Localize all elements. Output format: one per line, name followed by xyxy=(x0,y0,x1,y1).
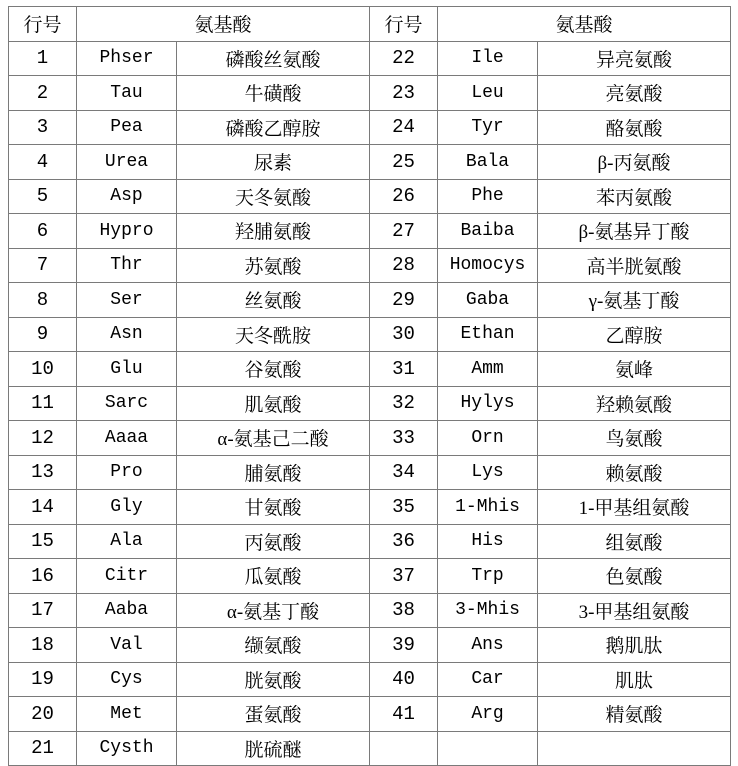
cell-name: 赖氨酸 xyxy=(538,455,731,490)
cell-name: 蛋氨酸 xyxy=(177,697,370,732)
cell-name: β-氨基异丁酸 xyxy=(538,214,731,249)
header-row-no-right: 行号 xyxy=(370,7,438,42)
cell-name: 3-甲基组氨酸 xyxy=(538,593,731,628)
cell-name: 脯氨酸 xyxy=(177,455,370,490)
table-row xyxy=(9,628,731,663)
table-row xyxy=(9,110,731,145)
cell-row-no: 28 xyxy=(370,248,438,283)
cell-name: 高半胱氨酸 xyxy=(538,248,731,283)
cell-name: 肌肽 xyxy=(538,662,731,697)
cell-row-no: 34 xyxy=(370,455,438,490)
table-row xyxy=(9,214,731,249)
cell-row-no: 29 xyxy=(370,283,438,318)
cell-row-no: 6 xyxy=(9,214,77,249)
cell-abbr: His xyxy=(438,524,538,559)
cell-name: 乙醇胺 xyxy=(538,317,731,352)
cell-abbr: Arg xyxy=(438,697,538,732)
cell-name: 丙氨酸 xyxy=(177,524,370,559)
cell-name: 甘氨酸 xyxy=(177,490,370,525)
cell-row-no: 26 xyxy=(370,179,438,214)
cell-name: α-氨基丁酸 xyxy=(177,593,370,628)
cell-name: 天冬氨酸 xyxy=(177,179,370,214)
cell-name: 丝氨酸 xyxy=(177,283,370,318)
cell-name: β-丙氨酸 xyxy=(538,145,731,180)
cell-name: 羟赖氨酸 xyxy=(538,386,731,421)
cell-abbr: 1-Mhis xyxy=(438,490,538,525)
cell-abbr: Hylys xyxy=(438,386,538,421)
cell-name: 组氨酸 xyxy=(538,524,731,559)
cell-name: 氨峰 xyxy=(538,352,731,387)
amino-acid-table xyxy=(8,6,731,766)
cell-abbr: Asn xyxy=(77,317,177,352)
cell-row-no: 31 xyxy=(370,352,438,387)
cell-row-no: 4 xyxy=(9,145,77,180)
cell-name: 酪氨酸 xyxy=(538,110,731,145)
cell-abbr: Ser xyxy=(77,283,177,318)
cell-row-no: 27 xyxy=(370,214,438,249)
cell-abbr: Cysth xyxy=(77,731,177,766)
cell-row-no: 10 xyxy=(9,352,77,387)
cell-row-no: 24 xyxy=(370,110,438,145)
cell-abbr: Thr xyxy=(77,248,177,283)
cell-name: 精氨酸 xyxy=(538,697,731,732)
cell-name: 缬氨酸 xyxy=(177,628,370,663)
cell-row-no: 33 xyxy=(370,421,438,456)
table-row xyxy=(9,179,731,214)
table-row xyxy=(9,283,731,318)
cell-row-no: 38 xyxy=(370,593,438,628)
table-row xyxy=(9,41,731,76)
cell-row-no: 25 xyxy=(370,145,438,180)
cell-abbr: Pea xyxy=(77,110,177,145)
table-row xyxy=(9,593,731,628)
cell-name: 牛磺酸 xyxy=(177,76,370,111)
cell-abbr: Bala xyxy=(438,145,538,180)
cell-abbr: Met xyxy=(77,697,177,732)
cell-abbr: Glu xyxy=(77,352,177,387)
cell-name: 羟脯氨酸 xyxy=(177,214,370,249)
cell-row-no: 11 xyxy=(9,386,77,421)
header-row xyxy=(9,7,731,42)
table-row xyxy=(9,490,731,525)
cell-abbr: Amm xyxy=(438,352,538,387)
table-row xyxy=(9,731,731,766)
cell-name: 肌氨酸 xyxy=(177,386,370,421)
cell-name: 胱氨酸 xyxy=(177,662,370,697)
cell-row-no: 21 xyxy=(9,731,77,766)
cell-abbr: Hypro xyxy=(77,214,177,249)
cell-abbr: Leu xyxy=(438,76,538,111)
table-body xyxy=(9,41,731,766)
cell-name: α-氨基己二酸 xyxy=(177,421,370,456)
cell-row-no: 12 xyxy=(9,421,77,456)
cell-name: 瓜氨酸 xyxy=(177,559,370,594)
cell-name: 谷氨酸 xyxy=(177,352,370,387)
cell-abbr: Tau xyxy=(77,76,177,111)
table-row xyxy=(9,662,731,697)
header-row-no-left: 行号 xyxy=(9,7,77,42)
cell-name: γ-氨基丁酸 xyxy=(538,283,731,318)
cell-abbr: Aaba xyxy=(77,593,177,628)
table-row xyxy=(9,317,731,352)
cell-row-no: 41 xyxy=(370,697,438,732)
cell-abbr-empty xyxy=(438,731,538,766)
cell-abbr: Ala xyxy=(77,524,177,559)
cell-abbr: Car xyxy=(438,662,538,697)
cell-name: 色氨酸 xyxy=(538,559,731,594)
cell-abbr: Citr xyxy=(77,559,177,594)
table-row xyxy=(9,386,731,421)
cell-abbr: Ans xyxy=(438,628,538,663)
table-row xyxy=(9,455,731,490)
cell-row-no: 16 xyxy=(9,559,77,594)
cell-row-no: 2 xyxy=(9,76,77,111)
table-row xyxy=(9,524,731,559)
header-amino-acid-right: 氨基酸 xyxy=(438,7,731,42)
cell-row-no: 8 xyxy=(9,283,77,318)
cell-abbr: Val xyxy=(77,628,177,663)
cell-name: 1-甲基组氨酸 xyxy=(538,490,731,525)
cell-abbr: Baiba xyxy=(438,214,538,249)
cell-abbr: 3-Mhis xyxy=(438,593,538,628)
cell-row-no: 17 xyxy=(9,593,77,628)
cell-abbr: Ile xyxy=(438,41,538,76)
cell-name: 天冬酰胺 xyxy=(177,317,370,352)
cell-row-no: 20 xyxy=(9,697,77,732)
cell-abbr: Urea xyxy=(77,145,177,180)
cell-row-no: 18 xyxy=(9,628,77,663)
cell-row-no: 30 xyxy=(370,317,438,352)
cell-name: 胱硫醚 xyxy=(177,731,370,766)
table-row xyxy=(9,352,731,387)
cell-row-no: 14 xyxy=(9,490,77,525)
cell-abbr: Asp xyxy=(77,179,177,214)
cell-row-no: 3 xyxy=(9,110,77,145)
header-amino-acid-left: 氨基酸 xyxy=(77,7,370,42)
cell-row-no: 19 xyxy=(9,662,77,697)
cell-row-no: 37 xyxy=(370,559,438,594)
cell-name: 尿素 xyxy=(177,145,370,180)
cell-name: 亮氨酸 xyxy=(538,76,731,111)
table-row xyxy=(9,76,731,111)
cell-abbr: Trp xyxy=(438,559,538,594)
cell-row-no: 35 xyxy=(370,490,438,525)
cell-name: 苏氨酸 xyxy=(177,248,370,283)
cell-name: 苯丙氨酸 xyxy=(538,179,731,214)
cell-row-no: 39 xyxy=(370,628,438,663)
cell-row-no: 40 xyxy=(370,662,438,697)
table-row xyxy=(9,559,731,594)
cell-row-no: 5 xyxy=(9,179,77,214)
table-row xyxy=(9,145,731,180)
cell-name: 磷酸丝氨酸 xyxy=(177,41,370,76)
cell-name-empty xyxy=(538,731,731,766)
cell-abbr: Aaaa xyxy=(77,421,177,456)
cell-row-no: 9 xyxy=(9,317,77,352)
cell-abbr: Sarc xyxy=(77,386,177,421)
table-row xyxy=(9,697,731,732)
cell-abbr: Phe xyxy=(438,179,538,214)
table-row xyxy=(9,248,731,283)
cell-row-no: 15 xyxy=(9,524,77,559)
cell-abbr: Tyr xyxy=(438,110,538,145)
cell-row-no: 7 xyxy=(9,248,77,283)
cell-name: 异亮氨酸 xyxy=(538,41,731,76)
table-header xyxy=(9,7,731,42)
cell-name: 鹅肌肽 xyxy=(538,628,731,663)
cell-row-no: 36 xyxy=(370,524,438,559)
cell-row-no-empty xyxy=(370,731,438,766)
cell-abbr: Phser xyxy=(77,41,177,76)
cell-abbr: Ethan xyxy=(438,317,538,352)
cell-name: 鸟氨酸 xyxy=(538,421,731,456)
cell-row-no: 32 xyxy=(370,386,438,421)
cell-row-no: 13 xyxy=(9,455,77,490)
table-row xyxy=(9,421,731,456)
cell-abbr: Orn xyxy=(438,421,538,456)
cell-abbr: Gaba xyxy=(438,283,538,318)
cell-row-no: 1 xyxy=(9,41,77,76)
cell-abbr: Pro xyxy=(77,455,177,490)
cell-abbr: Lys xyxy=(438,455,538,490)
cell-abbr: Cys xyxy=(77,662,177,697)
cell-abbr: Homocys xyxy=(438,248,538,283)
cell-row-no: 22 xyxy=(370,41,438,76)
cell-row-no: 23 xyxy=(370,76,438,111)
cell-name: 磷酸乙醇胺 xyxy=(177,110,370,145)
cell-abbr: Gly xyxy=(77,490,177,525)
